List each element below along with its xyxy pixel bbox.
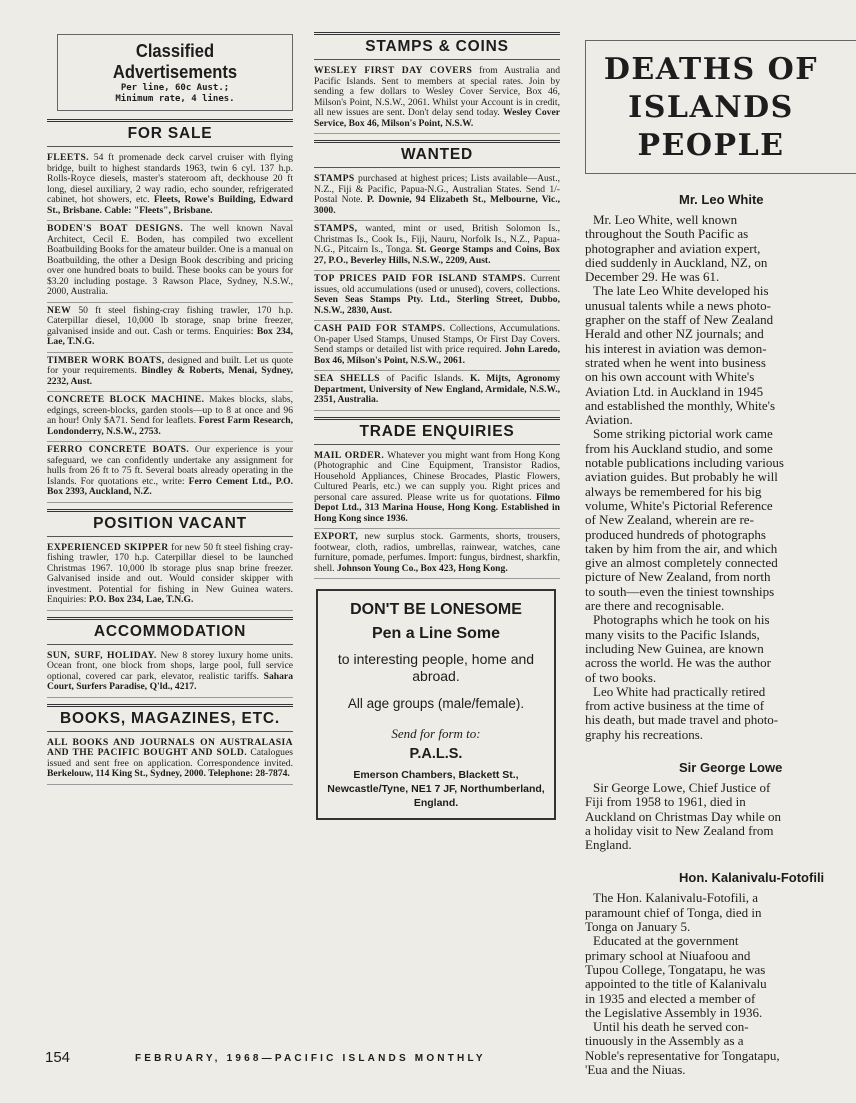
classified-ad — [314, 224, 560, 271]
obituary-line: The late Leo White developed his — [593, 283, 769, 299]
ad-contact: Seven Seas Stamps Pty. Ltd., Sterling Street, Dubbo, N.S.W., 2830, Aust. — [314, 294, 560, 316]
obituary-line: give an almost completely connected — [585, 555, 778, 571]
obituary-line: England. — [585, 837, 632, 853]
obituary-line: many visits to the Pacific Islands, — [585, 626, 760, 642]
obituary-line: 'Eua and the Niuas. — [585, 1062, 686, 1078]
wanted-list — [314, 174, 560, 411]
position-vacant-heading: POSITION VACANT — [47, 509, 293, 537]
ad-contact: K. Mijts, Agronomy Department, University of New England, Armidale, N.S.W., 2351, Australia. — [314, 373, 560, 405]
ad-lead: WESLEY FIRST DAY COVERS — [314, 65, 473, 76]
ad-lead: TOP PRICES PAID FOR ISLAND STAMPS. — [314, 273, 526, 284]
obituary-line: always be remembered for his big — [585, 483, 762, 499]
classified-ad — [314, 274, 560, 321]
obituary-line: Educated at the government — [593, 933, 739, 949]
ad-lead: FLEETS. — [47, 152, 89, 163]
ad-body: for new 50 ft steel fishing cray-fishing trawler, 170 h.p. Caterpillar diesel to be launched Christmas 1967. 10,000 lb storage plus snap brine freezer. Galvanised inside and out. Would consider skipper with investment. Potential for fishing in New Guinea waters. Enquiries: — [47, 541, 293, 605]
wanted-heading: WANTED — [314, 140, 560, 168]
deaths-heading-box — [585, 40, 856, 174]
classified-ad — [314, 174, 560, 221]
obituary-line: Aviation Ltd. in Auckland in 1945 — [585, 383, 764, 399]
classified-ad — [47, 395, 293, 442]
obituary-line: grapher on the staff of New Zealand — [585, 312, 774, 328]
left-column — [47, 30, 293, 788]
trade-enquiries-list — [314, 451, 560, 580]
lonesome-org: P.A.L.S. — [409, 746, 463, 762]
obituary-line: Auckland on Christmas Day while on — [585, 808, 782, 824]
obituary-line: in 1935 and elected a member of — [585, 990, 756, 1006]
classified-ad — [314, 66, 560, 134]
ad-lead: STAMPS, — [314, 223, 358, 234]
ad-body: 50 ft steel fishing-cray fishing trawler, 170 h.p. Caterpillar diesel, 10,000 lb storage, snap brine freezer, galvanised inside and out. Cash or terms. Enquiries: — [47, 304, 293, 337]
obituary-line: tinuously in the Assembly as a — [585, 1033, 744, 1049]
obituary-line: Tonga on January 5. — [585, 919, 691, 935]
obituary-line: to south—even the tiniest townships — [585, 583, 775, 599]
ad-lead: SUN, SURF, HOLIDAY. — [47, 649, 157, 661]
classified-ad — [47, 651, 293, 698]
classified-ad — [314, 374, 560, 411]
obituary-line: a holiday visit to New Zealand from — [585, 822, 774, 838]
for-sale-list — [47, 153, 293, 503]
obituary-text — [585, 781, 801, 852]
ad-lead: TIMBER WORK BOATS, — [47, 354, 165, 366]
middle-column — [314, 30, 560, 820]
position-vacant-list — [47, 543, 293, 611]
obituary-line: The Hon. Kalanivalu-Fotofili, a — [593, 890, 758, 906]
obituary-line: strated when he went into business — [585, 354, 766, 370]
footer-text: FEBRUARY, 1968—PACIFIC ISLANDS MONTHLY — [135, 1053, 486, 1064]
obituary-line: Sir George Lowe, Chief Justice of — [593, 779, 771, 795]
ad-contact: Ferro Cement Ltd., P.O. Box 2393, Auckland, N.Z. — [47, 475, 293, 497]
ad-lead: EXPERIENCED SKIPPER — [47, 541, 169, 553]
obituary-line: died suddenly in Auckland, NZ, on — [585, 254, 768, 270]
obituary-line: aviation guides. But probably he will — [585, 469, 778, 485]
stamps-coins-list — [314, 66, 560, 134]
obituary-line: Aviation. — [585, 412, 633, 428]
ad-lead: CASH PAID FOR STAMPS. — [314, 323, 446, 334]
obituary-line: Noble's representative for Tongatapu, — [585, 1047, 780, 1063]
rate-line: Per line, 60c Aust.; — [120, 83, 230, 93]
obituary-line: Photographs which he took on his — [593, 612, 770, 628]
classified-ad — [47, 306, 293, 353]
ad-lead: STAMPS — [314, 173, 355, 184]
obituary-name: Sir George Lowe — [679, 759, 783, 775]
obituary-line: December 29. He was 61. — [585, 269, 720, 285]
ad-body: of Pacific Islands. — [386, 373, 464, 384]
classified-ad — [47, 153, 293, 221]
accommodation-heading: ACCOMMODATION — [47, 617, 293, 645]
obituary-line: notable publications including various — [585, 455, 784, 471]
classified-ad — [47, 738, 293, 785]
classified-ad — [47, 224, 293, 303]
ad-lead: ALL BOOKS AND JOURNALS ON AUSTRALASIA AND THE PACIFIC BOUGHT AND SOLD. — [47, 736, 293, 758]
stamps-coins-heading: STAMPS & COINS — [314, 32, 560, 60]
ad-contact: Bindley & Roberts, Menai, Sydney, 2232, Aust. — [47, 365, 293, 387]
obituary-line: Herald and other NZ journals; and — [585, 326, 764, 342]
obituary-text — [585, 213, 801, 742]
ad-body: wanted, mint or used, British Solomon Is., Christmas Is., Cook Is., Fiji, Nauru, Norfolk Is., N.Z., Papua-N.G., Pitcairn Is., Tonga. — [314, 223, 560, 255]
ad-contact: Wesley Cover Service, Box 46, Milson's Point, N.S.W. — [314, 107, 560, 129]
lonesome-address: Emerson Chambers, Blackett St., Newcastle/Tyne, NE1 7 JF, Northumberland, England. — [327, 769, 545, 809]
ad-lead: SEA SHELLS — [314, 373, 380, 384]
obituary-line: throughout the South Pacific as — [585, 226, 749, 242]
obituary-line: primary school at Niuafoou and — [585, 947, 751, 963]
obituary-line: Mr. Leo White, well known — [593, 212, 738, 227]
classified-ad — [47, 543, 293, 611]
ad-contact: Filmo Depot Ltd., 313 Marina House, Hong Kong. Established in Hong Kong since 1936. — [314, 491, 560, 524]
pen-pal-advertisement — [316, 589, 556, 820]
ad-body: designed and built. Let us quote for your requirements. — [47, 354, 293, 376]
minimum-rate-line: Minimum rate, 4 lines. — [115, 94, 235, 104]
ad-contact: P.O. Box 234, Lae, T.N.G. — [88, 594, 194, 605]
obituary-line: are there and recognisable. — [585, 598, 725, 614]
ad-body: from Australia and Pacific Islands. Sent to members at special rates. Join by sending a few dollars to Wesley Cover Service, Box 46, Milson's Point, N.S.W., 2061. Whilst your Account is in credit, all new issues are sent. Don't delay send today. — [314, 65, 560, 118]
obituary-name: Hon. Kalanivalu-Fotofili — [679, 870, 825, 886]
page-footer — [45, 1049, 805, 1067]
ad-contact: P. Downie, 94 Elizabeth St., Melbourne, Vic., 3000. — [314, 194, 561, 216]
obituary-line: picture of New Zealand, from north — [585, 569, 771, 585]
trade-enquiries-heading: TRADE ENQUIRIES — [314, 417, 560, 445]
page-number: 154 — [45, 1049, 71, 1066]
ad-contact: Forest Farm Research, Londonderry, N.S.W., 2753. — [47, 415, 293, 437]
ad-lead: BODEN'S BOAT DESIGNS. — [47, 223, 184, 234]
ad-body: Catalogues issued and sent free on application. Correspondence invited. — [47, 747, 293, 769]
obituary-line: his death, but made travel and photo- — [585, 712, 779, 728]
ad-body: Whatever you might want from Hong Kong (Photographic and Cine Equipment, Transistor Radios, Household Appliances, Chinese Brocades, Plastic Flowers, Cultured Pearls, etc.) we can supply you. Right prices and personal care assured. Please write us for quotations. — [314, 449, 560, 503]
ad-lead: FERRO CONCRETE BOATS. — [47, 444, 190, 455]
obituary-name: Mr. Leo White — [679, 192, 764, 207]
obituary-line: taken by him from the air, and which — [585, 540, 778, 556]
lonesome-line-2: All age groups (male/female). — [347, 696, 525, 711]
ad-lead: CONCRETE BLOCK MACHINE. — [47, 394, 205, 405]
obituary-line: Fiji from 1958 to 1961, died in — [585, 794, 746, 810]
obituary-line: and established the monthly, White's — [585, 397, 776, 413]
ad-body: Makes blocks, slabs, edgings, screen-blocks, garden stools—up to 8 at once and 96 an hour! Only $A71. Send for leaflets. — [47, 394, 293, 426]
obituaries — [585, 192, 825, 1078]
obituary-line: Until his death he served con- — [593, 1019, 749, 1035]
classified-ad — [314, 532, 560, 579]
obituary-line: volume, White's Pictorial Reference — [585, 497, 773, 513]
obituary-line: produced hundreds of photographs — [585, 526, 766, 542]
books-list — [47, 738, 293, 785]
classified-ad — [47, 356, 293, 393]
lonesome-send: Send for form to: — [391, 726, 481, 741]
classified-title: Classified Advertisements — [112, 41, 238, 82]
ad-body: New 8 storey luxury home units. Ocean front, one block from shops, large pool, full service optional, covered car park, elevator, realistic tariffs. — [47, 649, 293, 682]
obituary-line: unusual talents while a news photo- — [585, 297, 771, 313]
obituary-line: from his Auckland studio, and some — [585, 440, 773, 456]
obituary-line: from active business at the time of — [585, 698, 765, 714]
ad-body: The well known Naval Architect, Cecil E. Boden, has compiled two excellent Boatbuilding Books for the amateur builder. One is a manual on Boatbuilding, the other a Design Book describing and pricing over one hundred boats to build. These books can be yours for $3.20 including postage. 3 Rawson Place, Sydney, N.S.W., 2000, Australia. — [47, 223, 294, 297]
obituary-line: including New Guinea, are known — [585, 640, 764, 656]
ad-contact: St. George Stamps and Coins, Box 27, P.O., Beverley Hills, N.S.W., 2209, Aust. — [314, 244, 560, 266]
obituary-line: photographer and aviation expert, — [585, 240, 761, 256]
ad-body: 54 ft promenade deck carvel cruiser with flying bridge, built to highest standards 1963, twin 6 cyl. 137 h.p. Rolls-Royce diesels, master's stateroom aft, deckhouse 20 ft long, diesel auxiliary, 2 way radio, echo sounder, refrigerated cabinet, hot showers, etc. — [47, 152, 293, 205]
obituary-line: paramount chief of Tonga, died in — [585, 904, 762, 920]
ad-body: purchased at highest prices; Lists available—Aust., N.Z., Fiji & Pacific, Papua-N.G., Australian States. Send 1/- Postal Note. — [314, 173, 560, 205]
ad-contact: Berkelouw, 114 King St., Sydney, 2000. Telephone: 28-7874. — [47, 768, 290, 779]
obituary-line: of two books. — [585, 669, 657, 685]
lonesome-title: DON'T BE LONESOME — [350, 601, 522, 618]
ad-lead: EXPORT, — [314, 531, 359, 542]
deaths-title-line-2: ISLANDS — [628, 90, 794, 125]
obituary-line: on his own account with White's — [585, 369, 755, 385]
classified-header-box — [57, 34, 293, 111]
ad-body: Current issues, old accumulations (used or unused), covers, collections. — [314, 273, 560, 295]
ad-contact: Fleets, Rowe's Building, Edward St., Brisbane. Cable: "Fleets", Brisbane. — [47, 194, 293, 216]
obituary-line: the Legislative Assembly in 1936. — [585, 1004, 763, 1020]
lonesome-subtitle: Pen a Line Some — [371, 625, 501, 642]
lonesome-line-1: to interesting people, home and abroad. — [337, 651, 535, 684]
books-heading: BOOKS, MAGAZINES, ETC. — [47, 704, 293, 732]
ad-body: Collections, Accumulations. On-paper Used Stamps, Unused Stamps, Or First Day Covers. Send stamps or detailed list with price required. — [314, 323, 560, 355]
ad-lead: MAIL ORDER. — [314, 449, 385, 461]
classified-ad — [314, 324, 560, 371]
ad-body: Our experience is your safeguard, we can confidently undertake any assignment for hulls from 26 ft to 75 ft. Several boats already operating in the Islands. For quotations etc., write: — [47, 444, 293, 487]
ad-contact: John Laredo, Box 46, Milson's Point, N.S.W., 2061. — [314, 344, 560, 366]
accommodation-list — [47, 651, 293, 698]
ad-contact: Box 234, Lae, T.N.G. — [47, 325, 293, 347]
classified-ad — [314, 451, 560, 530]
right-column — [585, 30, 825, 1078]
deaths-title-line-1: DEATHS OF — [603, 52, 819, 87]
obituary-line: of New Zealand, wherein are re- — [585, 512, 754, 528]
obituary-line: appointed to the title of Kalanivalu — [585, 976, 767, 992]
ad-contact: Johnson Young Co., Box 423, Hong Kong. — [336, 562, 508, 574]
obituary-line: graphy his recreations. — [585, 726, 704, 742]
ad-body: new surplus stock. Garments, shorts, trousers, footwear, cloth, radios, umbrellas, rainwear, watches, cane furniture, pomade, perfumes. Import: fungus, birdnest, sharkfin, shell. — [314, 531, 560, 574]
obituary-line: across the world. He was the author — [585, 655, 771, 671]
obituary-line: Some striking pictorial work came — [593, 426, 773, 442]
for-sale-heading: FOR SALE — [47, 119, 293, 147]
deaths-title-line-3: PEOPLE — [637, 128, 785, 163]
obituary-line: Tupou College, Tongatapu, he was — [585, 961, 766, 977]
ad-lead: NEW — [47, 304, 72, 316]
obituary-line: Leo White had practically retired — [593, 683, 766, 699]
obituary-line: his interest in aviation was demon- — [585, 340, 767, 356]
ad-contact: Sahara Court, Surfers Paradise, Q'ld., 4217. — [47, 670, 293, 692]
classified-ad — [47, 445, 293, 503]
